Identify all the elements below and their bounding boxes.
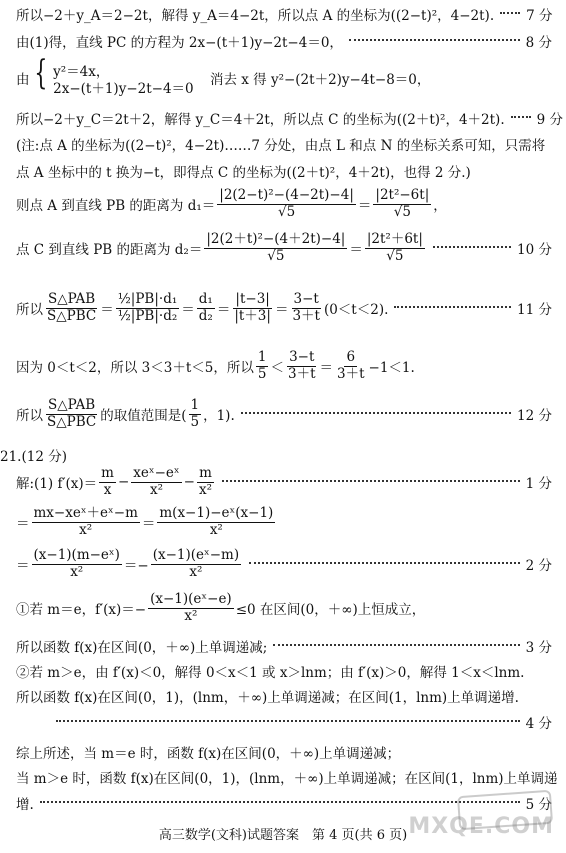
brace-icon: { bbox=[33, 53, 47, 93]
score-label: 1 分 bbox=[525, 476, 552, 493]
d2-simplified: $\frac{\text{|2t²＋6t|}}{√5}$ bbox=[366, 231, 423, 264]
page-footer: 高三数学(文科)试题答案 第 4 页(共 6 页) bbox=[158, 828, 408, 843]
dot-leader bbox=[433, 245, 511, 248]
derivative-simplify-2: ＝ $\frac{\text{(x−1)(m−eˣ)}}{\text{x²}}$ ＝− $\frac{\text{(x−1)(eˣ−m)}}{\text{x²}}$ 2 分 bbox=[16, 547, 552, 580]
dot-leader bbox=[249, 561, 519, 564]
case-1-conclusion: 所以函数 f(x)在区间(0，＋∞)上单调递减; 3 分 bbox=[16, 636, 552, 656]
system-equations bbox=[53, 64, 194, 98]
case-2-score-line bbox=[16, 712, 552, 732]
summary-2: 当 m＞e 时，函数 f(x)在区间(0，1)，(lnm，＋∞)上单调递减；在区间(1，lnm)上单调递 bbox=[16, 771, 558, 787]
line-text: 所以−2＋y_A＝2−2t，解得 y_A＝4−2t，所以点 A 的坐标为((2−t)²，4−2t). bbox=[16, 8, 495, 24]
question-21-heading: 21.(12 分) bbox=[0, 449, 67, 465]
ratio-areas: $\frac{\text{S△PAB}}{\text{S△PBC}}$ bbox=[47, 291, 97, 324]
d1-prefix: 则点 A 到直线 PB 的距离为 d₁＝ bbox=[16, 198, 216, 215]
derivative-line: 解:(1) f′(x)＝ $\frac{m}{x}$ − $\frac{\text{xeˣ−eˣ}}{\text{x²}}$ − $\frac{m}{\text{x²}}$ 1 分 bbox=[16, 465, 552, 498]
score-label: 10 分 bbox=[517, 242, 552, 259]
dot-leader bbox=[349, 38, 520, 41]
score-label: 9 分 bbox=[536, 112, 564, 128]
case-2: ②若 m＞e，由 f′(x)＜0，解得 0＜x＜1 或 x＞lnm；由 f′(x)＞0，解得 1＜x＜lnm. bbox=[16, 665, 525, 681]
note-line-1: (注:点 A 的坐标为((2−t)²，4−2t)……7 分处，由点 L 和点 N 的坐标关系可知，只需将 bbox=[16, 138, 546, 154]
d2-prefix: 点 C 到直线 PB 的距离为 d₂＝ bbox=[16, 242, 203, 259]
note-line-2: 点 A 坐标中的 t 换为−t，即得点 C 的坐标为((2＋t)²，4＋2t)，也得 2 分.) bbox=[16, 165, 471, 181]
summary-1: 综上所述，当 m＝e 时，函数 f(x)在区间(0，＋∞)上单调递减； bbox=[16, 746, 401, 762]
line-text: 所以−2＋y_C＝2t＋2，解得 y_C＝4＋2t，所以点 C 的坐标为((2＋t)²，4＋2t). bbox=[16, 112, 505, 128]
dot-leader bbox=[394, 305, 511, 308]
line-text: 由(1)得，直线 PC 的方程为 2x−(t＋1)y−2t−4＝0， bbox=[16, 35, 343, 51]
score-label: 7 分 bbox=[526, 8, 553, 24]
d1-fraction: $\frac{\text{|2(2−t)²−(4−2t)−4|}}{√5}$ bbox=[219, 187, 354, 220]
distance-d2: 点 C 到直线 PB 的距离为 d₂＝ $\frac{\text{|2(2＋t)²−(4＋2t)−4|}}{√5}$ ＝ $\frac{\text{|2t²＋6t|}}{√5}$ 10 分 bbox=[16, 231, 552, 264]
step-line-point-a bbox=[16, 4, 552, 24]
derivative-simplify-1: ＝ $\frac{\text{mx−xeˣ＋eˣ−m}}{\text{x²}}$ ＝ $\frac{\text{m(x−1)−eˣ(x−1)}}{\text{x²}}$ bbox=[16, 505, 274, 538]
distance-d1: 则点 A 到直线 PB 的距离为 d₁＝ $\frac{\text{|2(2−t)²−(4−2t)−4|}}{√5}$ ＝ $\frac{\text{|2t²−6t|}}{√5}$ ， bbox=[16, 187, 447, 220]
area-ratio: 所以 $\frac{\text{S△PAB}}{\text{S△PBC}}$ ＝ $\frac{\text{½|PB|·d₁}}{\text{½|PB|·d₂}}$ ＝ $\frac{\text{d₁}}{\text{d₂}}$ ＝ $\frac{|t-3|}{|t+3|}$ ＝ $\frac{3-t}{3+t}$ (0＜t＜2). 11 分 bbox=[16, 291, 552, 324]
system-result: 消去 x 得 y²−(2t＋2)y−4t−8＝0， bbox=[209, 72, 431, 88]
score-label: 12 分 bbox=[517, 408, 552, 425]
dot-leader bbox=[241, 411, 511, 414]
ratio-distances: $\frac{\text{d₁}}{\text{d₂}}$ bbox=[198, 291, 213, 324]
score-label: 11 分 bbox=[517, 302, 552, 319]
d1-simplified: $\frac{\text{|2t²−6t|}}{√5}$ bbox=[375, 187, 430, 220]
ratio-base-height: $\frac{\text{½|PB|·d₁}}{\text{½|PB|·d₂}}$ bbox=[117, 291, 178, 324]
score-label: 4 分 bbox=[525, 716, 552, 732]
step-line-pc-equation bbox=[16, 31, 552, 51]
dot-leader bbox=[222, 479, 520, 482]
summary-3: 增. 5 分 bbox=[16, 793, 552, 813]
score-label: 3 分 bbox=[525, 640, 552, 656]
score-label: 2 分 bbox=[525, 558, 552, 575]
dot-leader bbox=[273, 643, 519, 646]
watermark-logo: MXQE.COM bbox=[408, 814, 554, 839]
step-line-point-c bbox=[16, 108, 564, 128]
ratio-range: 所以 $\frac{\text{S△PAB}}{\text{S△PBC}}$ 的取值范围是( $\frac{1}{5}$ ，1). 12 分 bbox=[16, 397, 552, 430]
ratio-abs: $\frac{|t-3|}{|t+3|}$ bbox=[234, 291, 271, 324]
case-1: ①若 m＝e，f′(x)＝− $\frac{\text{(x−1)(eˣ−e)}}{\text{x²}}$ ≤0 在区间(0，＋∞)上恒成立， bbox=[16, 591, 426, 624]
ratio-final: $\frac{3-t}{3+t}$ bbox=[292, 291, 320, 324]
score-label: 8 分 bbox=[525, 35, 552, 51]
system-prefix: 由 bbox=[16, 72, 30, 88]
dot-leader bbox=[511, 115, 531, 118]
case-2-conclusion: 所以函数 f(x)在区间(0，1)，(lnm，＋∞)上单调递减；在区间(1，lnm)上单调递增. bbox=[16, 690, 519, 706]
d2-fraction: $\frac{\text{|2(2＋t)²−(4＋2t)−4|}}{√5}$ bbox=[206, 231, 346, 264]
system-eq-1: y²＝4x， bbox=[53, 63, 110, 80]
dot-leader bbox=[40, 800, 520, 803]
dot-leader bbox=[56, 719, 520, 722]
bound-derivation: 因为 0＜t＜2，所以 3＜3＋t＜5，所以 $\frac{1}{5}$ ＜ $\frac{3-t}{3+t}$ ＝ $\frac{6}{3+t}$ −1＜1. bbox=[16, 349, 415, 382]
dot-leader bbox=[500, 11, 520, 14]
equation-system bbox=[16, 53, 552, 97]
system-eq-2: 2x−(t＋1)y−2t−4＝0 bbox=[53, 80, 194, 97]
score-label: 5 分 bbox=[525, 797, 552, 813]
